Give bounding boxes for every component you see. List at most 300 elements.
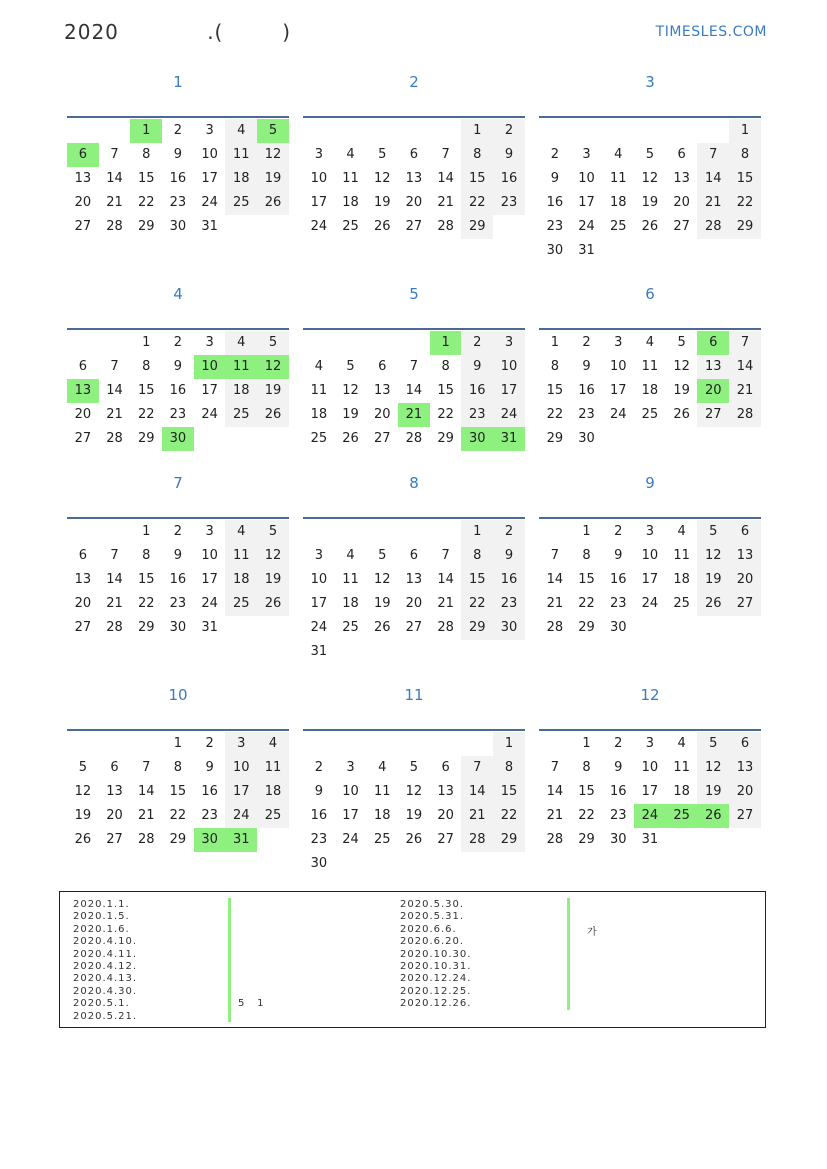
day-cell: 14 [546,572,564,587]
day-cell: 23 [201,808,218,823]
day-cell: 7 [729,331,761,355]
day-cell: 5 [378,548,387,563]
day-cell: 25 [673,596,690,611]
legend-date: 2020.4.10. [73,936,138,948]
day-cell: 4 [677,736,686,751]
empty-cell [303,732,335,756]
day-cell: 7 [550,760,559,775]
day-cell: 26 [373,219,391,234]
day-cell: 27 [697,403,729,427]
day-cell: 14 [697,167,729,191]
day-cell: 1 [582,736,591,751]
day-cell: 11 [641,359,659,374]
month-6 [539,284,761,451]
day-cell: 10 [641,760,659,775]
month-title: 8 [409,474,419,492]
day-cell: 8 [550,359,559,374]
day-cell: 10 [342,784,359,799]
month-rule [303,729,525,731]
legend-date: 2020.4.13. [73,973,138,985]
day-cell: 20 [373,407,391,422]
day-cell: 16 [609,572,627,587]
day-cell: 6 [697,331,729,355]
legend-date: 2020.5.30. [400,899,465,910]
day-cell: 23 [609,596,627,611]
day-cell: 14 [106,383,123,398]
day-cell: 19 [697,568,729,592]
month-grid [539,331,761,451]
day-cell: 12 [373,171,391,186]
month-title: 6 [645,285,655,303]
day-cell: 13 [373,383,391,398]
day-cell: 2 [493,520,525,544]
month-grid [303,119,525,239]
day-cell: 18 [673,572,690,587]
empty-cell [571,119,603,143]
day-cell: 30 [169,219,187,234]
day-cell: 2 [550,147,559,162]
month-title: 3 [645,73,655,91]
day-cell: 18 [310,407,328,422]
day-cell: 27 [437,832,454,847]
legend-date: 2020.4.12. [73,960,138,972]
day-cell: 5 [409,760,419,775]
day-cell: 22 [546,407,564,422]
day-cell: 30 [169,620,187,635]
day-cell: 24 [634,804,666,828]
day-cell: 5 [697,732,729,756]
day-cell: 31 [641,832,659,847]
day-cell: 11 [673,760,690,775]
day-cell: 2 [461,331,493,355]
month-4 [67,284,289,451]
day-cell: 1 [461,520,493,544]
day-cell: 8 [582,548,591,563]
day-cell: 2 [205,736,214,751]
day-cell: 2 [614,524,623,539]
day-cell: 27 [106,832,123,847]
day-cell: 2 [173,335,183,350]
day-cell: 6 [378,359,387,374]
day-cell: 16 [310,808,328,823]
month-11 [303,685,525,876]
month-grid [303,520,525,664]
day-cell: 29 [578,832,595,847]
empty-cell [666,119,698,143]
month-title: 7 [173,474,183,492]
day-cell: 29 [169,832,187,847]
day-cell: 10 [310,572,328,587]
day-cell: 30 [461,427,493,451]
day-cell: 1 [430,331,462,355]
day-cell: 1 [142,524,151,539]
day-cell: 30 [493,616,525,640]
day-cell: 7 [409,359,419,374]
day-cell: 12 [641,171,659,186]
day-cell: 17 [225,780,257,804]
day-cell: 8 [582,760,591,775]
day-cell: 10 [310,171,328,186]
day-cell: 31 [310,644,328,659]
empty-cell [335,119,367,143]
day-cell: 26 [257,403,289,427]
month-grid [539,520,761,640]
day-cell: 16 [578,383,595,398]
month-rule [539,517,761,519]
day-cell: 30 [609,620,627,635]
day-cell: 29 [461,616,493,640]
day-cell: 10 [201,548,218,563]
day-cell: 14 [729,355,761,379]
day-cell: 19 [405,808,423,823]
day-cell: 10 [493,355,525,379]
day-cell: 12 [257,143,289,167]
empty-cell [366,520,398,544]
empty-cell [67,732,99,756]
day-cell: 9 [582,359,591,374]
day-cell: 1 [173,736,183,751]
day-cell: 15 [137,383,155,398]
day-cell: 11 [342,171,359,186]
day-cell: 22 [437,407,454,422]
day-cell: 20 [74,407,92,422]
empty-cell [366,732,398,756]
day-cell: 9 [493,143,525,167]
day-cell: 12 [405,784,423,799]
day-cell: 23 [493,592,525,616]
day-cell: 7 [697,143,729,167]
day-cell: 15 [546,383,564,398]
day-cell: 24 [310,620,328,635]
day-cell: 9 [314,784,323,799]
day-cell: 15 [137,171,155,186]
day-cell: 23 [546,219,564,234]
month-grid [303,331,525,451]
day-cell: 31 [201,219,218,234]
day-cell: 12 [373,572,391,587]
day-cell: 29 [137,431,155,446]
day-cell: 14 [546,784,564,799]
day-cell: 5 [378,147,387,162]
month-title: 12 [640,686,660,704]
empty-cell [67,119,99,143]
day-cell: 20 [106,808,123,823]
day-cell: 14 [106,171,123,186]
day-cell: 24 [310,219,328,234]
day-cell: 8 [441,359,450,374]
legend-date: 2020.5.21. [73,1010,138,1022]
empty-cell [99,331,131,355]
day-cell: 12 [697,544,729,568]
month-title: 11 [404,686,424,704]
month-title: 1 [173,73,183,91]
day-cell: 22 [461,592,493,616]
day-cell: 20 [729,780,761,804]
month-title: 2 [409,73,419,91]
day-cell: 25 [641,407,659,422]
month-rule [539,116,761,118]
day-cell: 5 [78,760,87,775]
day-cell: 12 [74,784,92,799]
day-cell: 23 [609,808,627,823]
day-cell: 5 [257,331,289,355]
day-cell: 13 [67,379,99,403]
day-cell: 6 [78,548,87,563]
legend-date: 2020.12.24. [400,973,472,985]
day-cell: 27 [373,431,391,446]
day-cell: 3 [205,524,214,539]
day-cell: 2 [582,335,591,350]
month-grid [539,119,761,263]
day-cell: 9 [614,760,623,775]
day-cell: 19 [641,195,659,210]
day-cell: 16 [493,568,525,592]
day-cell: 29 [137,620,155,635]
day-cell: 31 [493,427,525,451]
day-cell: 22 [137,407,155,422]
day-cell: 17 [578,195,595,210]
day-cell: 20 [437,808,454,823]
empty-cell [398,331,430,355]
day-cell: 27 [729,804,761,828]
day-cell: 13 [437,784,454,799]
empty-cell [67,331,99,355]
day-cell: 25 [609,219,627,234]
day-cell: 2 [614,736,623,751]
empty-cell [539,520,571,544]
day-cell: 17 [493,379,525,403]
legend-date: 2020.10.30. [400,948,472,960]
day-cell: 4 [225,119,257,143]
empty-cell [335,520,367,544]
day-cell: 19 [673,383,690,398]
month-3 [539,72,761,263]
day-cell: 1 [493,732,525,756]
day-cell: 12 [257,544,289,568]
day-cell: 10 [225,756,257,780]
day-cell: 26 [405,832,423,847]
day-cell: 24 [641,596,659,611]
empty-cell [539,732,571,756]
day-cell: 30 [194,828,226,852]
day-cell: 5 [346,359,355,374]
legend-date: 2020.4.30. [73,985,138,997]
day-cell: 11 [373,784,391,799]
day-cell: 24 [493,403,525,427]
day-cell: 21 [106,407,123,422]
day-cell: 19 [257,379,289,403]
day-cell: 20 [405,195,423,210]
legend-right-marker [567,898,570,1010]
day-cell: 18 [342,596,359,611]
legend-date: 2020.12.26. [400,998,472,1010]
day-cell: 6 [441,760,450,775]
day-cell: 1 [130,119,162,143]
day-cell: 8 [729,143,761,167]
day-cell: 10 [609,359,627,374]
day-cell: 23 [461,403,493,427]
day-cell: 26 [74,832,92,847]
day-cell: 21 [398,403,430,427]
day-cell: 13 [405,572,423,587]
day-cell: 26 [257,592,289,616]
day-cell: 9 [614,548,623,563]
empty-cell [539,119,571,143]
day-cell: 7 [110,359,119,374]
legend-left-note: 5 1 [238,998,264,1009]
page-title: 2020 .( ) [64,20,292,44]
month-grid [67,119,289,239]
empty-cell [303,331,335,355]
day-cell: 17 [201,572,218,587]
day-cell: 4 [614,147,623,162]
day-cell: 28 [437,219,454,234]
day-cell: 23 [169,195,187,210]
day-cell: 26 [697,592,729,616]
day-cell: 23 [310,832,328,847]
month-12 [539,685,761,852]
day-cell: 27 [74,219,92,234]
day-cell: 5 [257,119,289,143]
day-cell: 15 [578,784,595,799]
empty-cell [99,119,131,143]
day-cell: 18 [373,808,391,823]
day-cell: 17 [342,808,359,823]
day-cell: 17 [609,383,627,398]
legend-date: 2020.12.25. [400,985,472,997]
day-cell: 24 [225,804,257,828]
day-cell: 1 [582,524,591,539]
month-grid [67,331,289,451]
day-cell: 15 [578,572,595,587]
day-cell: 6 [78,359,87,374]
day-cell: 22 [169,808,187,823]
legend-date: 2020.1.1. [73,899,130,910]
day-cell: 3 [205,123,214,138]
day-cell: 4 [346,147,355,162]
legend-date: 2020.4.11. [73,948,138,960]
day-cell: 29 [729,215,761,239]
day-cell: 22 [578,808,595,823]
empty-cell [398,732,430,756]
day-cell: 17 [201,383,218,398]
legend-date: 2020.10.31. [400,960,472,972]
day-cell: 8 [142,359,151,374]
empty-cell [697,119,729,143]
empty-cell [303,520,335,544]
day-cell: 9 [173,548,183,563]
brand-link[interactable]: TIMESLES.COM [655,24,767,40]
day-cell: 12 [342,383,359,398]
day-cell: 21 [697,191,729,215]
legend-date: 2020.5.31. [400,911,465,923]
day-cell: 21 [461,804,493,828]
empty-cell [303,119,335,143]
legend-left-marker [228,898,231,1022]
day-cell: 21 [546,808,564,823]
day-cell: 25 [257,804,289,828]
day-cell: 4 [225,520,257,544]
day-cell: 21 [437,596,454,611]
day-cell: 8 [173,760,183,775]
day-cell: 22 [578,596,595,611]
month-rule [539,328,761,330]
day-cell: 17 [641,784,659,799]
day-cell: 16 [169,171,187,186]
month-5 [303,284,525,451]
empty-cell [99,520,131,544]
day-cell: 1 [550,335,559,350]
legend-right-note: 가 [587,927,597,938]
month-grid [303,732,525,876]
day-cell: 20 [405,596,423,611]
day-cell: 28 [546,832,564,847]
day-cell: 12 [257,355,289,379]
legend-date: 2020.6.6. [400,923,457,935]
day-cell: 26 [673,407,690,422]
day-cell: 24 [201,596,218,611]
day-cell: 10 [201,147,218,162]
day-cell: 22 [461,191,493,215]
day-cell: 25 [225,403,257,427]
day-cell: 14 [437,572,454,587]
day-cell: 23 [169,596,187,611]
day-cell: 26 [257,191,289,215]
day-cell: 27 [405,219,423,234]
empty-cell [335,331,367,355]
day-cell: 15 [729,167,761,191]
day-cell: 28 [461,828,493,852]
day-cell: 6 [409,147,419,162]
day-cell: 29 [493,828,525,852]
day-cell: 19 [342,407,359,422]
day-cell: 16 [201,784,218,799]
month-title: 9 [645,474,655,492]
day-cell: 7 [461,756,493,780]
day-cell: 29 [578,620,595,635]
day-cell: 6 [409,548,419,563]
day-cell: 14 [106,572,123,587]
day-cell: 26 [697,804,729,828]
day-cell: 14 [405,383,423,398]
day-cell: 29 [546,431,564,446]
day-cell: 3 [225,732,257,756]
legend-date: 2020.5.1. [73,998,130,1010]
day-cell: 13 [729,544,761,568]
day-cell: 18 [225,167,257,191]
day-cell: 18 [225,568,257,592]
day-cell: 21 [546,596,564,611]
legend-date: 2020.6.20. [400,936,465,948]
day-cell: 29 [437,431,454,446]
day-cell: 25 [225,592,257,616]
day-cell: 15 [493,780,525,804]
day-cell: 15 [169,784,187,799]
day-cell: 3 [645,524,655,539]
day-cell: 18 [342,195,359,210]
day-cell: 21 [437,195,454,210]
day-cell: 16 [493,167,525,191]
month-rule [67,729,289,731]
month-grid [67,520,289,640]
day-cell: 7 [142,760,151,775]
empty-cell [461,732,493,756]
day-cell: 24 [201,407,218,422]
day-cell: 14 [437,171,454,186]
day-cell: 7 [550,548,559,563]
day-cell: 10 [641,548,659,563]
legend-right-dates [400,899,471,1011]
